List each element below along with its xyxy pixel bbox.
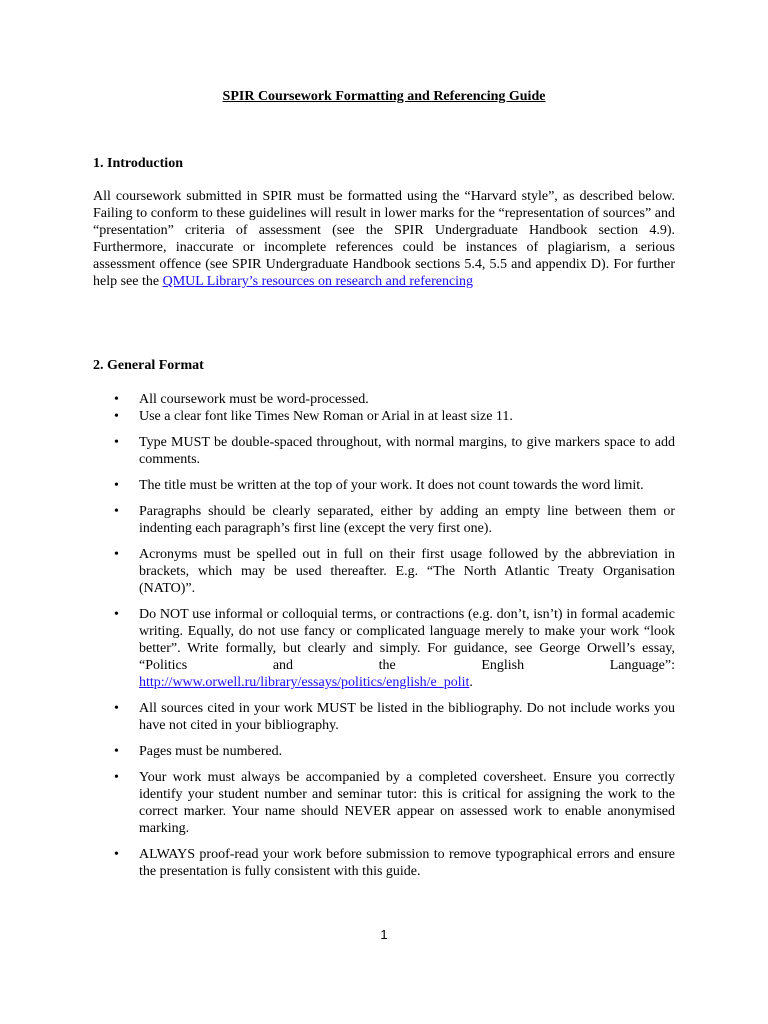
- section-heading-introduction: 1. Introduction: [93, 156, 183, 171]
- list-item: [93, 434, 675, 468]
- list-item-text: Your work must always be accompanied by a completed coversheet. Ensure you correctly identify your student number and seminar tutor: this is critical for assigning the work to the correct marker. Your name should NEVER appear on assessed work to enable anonymised marking.: [139, 770, 675, 836]
- bullet-icon: •: [114, 547, 119, 562]
- list-item-text: Acronyms must be spelled out in full on their first usage followed by the abbreviation in brackets, which may be used thereafter. E.g. “The North Atlantic Treaty Organisation (NATO)”.: [139, 547, 675, 596]
- general-format-list: [93, 391, 675, 889]
- list-item: [93, 846, 675, 880]
- bullet-icon: •: [114, 847, 119, 862]
- list-item-text: The title must be written at the top of your work. It does not count towards the word limit.: [139, 478, 644, 493]
- page-number: 1: [380, 927, 388, 942]
- list-item-text: All sources cited in your work MUST be listed in the bibliography. Do not include works you have not cited in your bibliography.: [139, 701, 675, 733]
- list-item-text: ALWAYS proof-read your work before submission to remove typographical errors and ensure the presentation is fully consistent with this guide.: [139, 847, 675, 879]
- bullet-icon: •: [114, 607, 119, 622]
- list-item: [93, 408, 675, 425]
- list-item-text: Paragraphs should be clearly separated, either by adding an empty line between them or indenting each paragraph’s first line (except the very first one).: [139, 504, 675, 536]
- list-item-text: Do NOT use informal or colloquial terms, or contractions (e.g. don’t, isn’t) in formal academic writing. Equally, do not use fancy or complicated language merely to make your work “look better”. Write formally, but clearly and simply. For guidance, see George Orwell’s essay, “Politics and the English Language”:: [139, 607, 675, 673]
- bullet-icon: •: [114, 701, 119, 716]
- list-item: [93, 391, 675, 408]
- intro-paragraph: [93, 188, 675, 290]
- section-heading-general-format: 2. General Format: [93, 358, 204, 373]
- intro-text: All coursework submitted in SPIR must be formatted using the “Harvard style”, as described below. Failing to conform to these guidelines will result in lower marks for the “representation of sources” and “presentation” criteria of assessment (see the SPIR Undergraduate Handbook section 4.9). Furthermore, inaccurate or incomplete references could be instances of plagiarism, a serious assessment offence (see SPIR Undergraduate Handbook sections 5.4, 5.5 and appendix D). For further help see the: [93, 189, 675, 289]
- bullet-icon: •: [114, 744, 119, 759]
- qmul-library-link[interactable]: QMUL Library’s resources on research and referencing: [162, 274, 474, 289]
- list-item-text: All coursework must be word-processed.: [139, 392, 369, 407]
- bullet-icon: •: [114, 409, 119, 424]
- list-item: [93, 477, 675, 494]
- list-item: [93, 769, 675, 837]
- bullet-icon: •: [114, 392, 119, 407]
- orwell-essay-link[interactable]: http://www.orwell.ru/library/essays/politics/english/e_polit: [139, 675, 470, 690]
- list-item-text: Use a clear font like Times New Roman or Arial in at least size 11.: [139, 409, 513, 424]
- link-suffix: .: [469, 675, 473, 690]
- bullet-icon: •: [114, 770, 119, 785]
- bullet-icon: •: [114, 504, 119, 519]
- list-item: [93, 700, 675, 734]
- document-title: SPIR Coursework Formatting and Referencing Guide: [222, 89, 546, 104]
- list-item-text: Pages must be numbered.: [139, 744, 283, 759]
- list-item: [93, 743, 675, 760]
- list-item: [93, 606, 675, 691]
- list-item: [93, 546, 675, 597]
- list-item-text: Type MUST be double-spaced throughout, with normal margins, to give markers space to add comments.: [139, 435, 675, 467]
- list-item: [93, 503, 675, 537]
- bullet-icon: •: [114, 478, 119, 493]
- bullet-icon: •: [114, 435, 119, 450]
